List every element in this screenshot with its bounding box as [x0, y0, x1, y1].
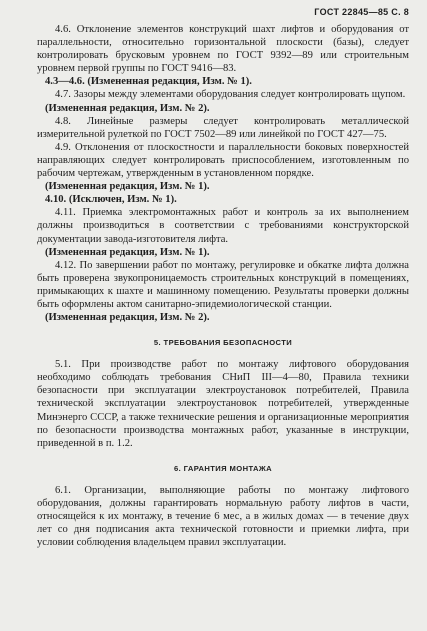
paragraph-4-12: 4.12. По завершении работ по монтажу, регулировке и обкатке лифта должна быть проверена звукопроницаемость строительных конструкций в помещениях, примыкающих к шахте и машинному помещению. Результаты проверки должны быть оформлены актом санитарно-эпидемиологической станции. — [37, 259, 409, 310]
paragraph-6-1: 6.1. Организации, выполняющие работы по монтажу лифтового оборудования, должны гарантировать нормальную работу лифтов в части, относящейся к их монтажу, в течение 6 мес, а в жилых домах — в течение двух лет со дня подписания акта технической готовности и приемки лифта, при условии соблюдения владельцем правил эксплуатации. — [37, 484, 409, 549]
amendment-note: (Измененная редакция, Изм. № 2). — [45, 102, 210, 114]
paragraph-4-6: 4.6. Отклонение элементов конструкций шахт лифтов и оборудования от параллельности, относительно горизонтальной плоскости (базы), следует контролировать брусковым уровнем по ГОСТ 9392—89 или строительным уровнем первой группы по ГОСТ 9416—83. — [37, 24, 409, 75]
section-6-heading: 6. ГАРАНТИЯ МОНТАЖА — [173, 463, 273, 473]
amendment-note: (Измененная редакция, Изм. № 1). — [45, 246, 210, 258]
amendment-note: (Измененная редакция, Изм. № 2). — [45, 312, 210, 324]
paragraph-4-8: 4.8. Линейные размеры следует контролировать металлической измерительной рулеткой по ГОСТ 7502—89 или линейкой по ГОСТ 427—75. — [37, 115, 409, 140]
amendment-note: 4.3—4.6. (Измененная редакция, Изм. № 1). — [45, 76, 252, 88]
amendment-note: (Измененная редакция, Изм. № 1). — [45, 181, 210, 193]
paragraph-4-9: 4.9. Отклонения от плоскостности и параллельности боковых поверхностей направляющих следует контролировать приспособлением, изготовленным по рабочим чертежам, утвержденным в установленном порядке. — [37, 141, 409, 180]
section-5-heading: 5. ТРЕБОВАНИЯ БЕЗОПАСНОСТИ — [153, 338, 293, 348]
paragraph-4-11: 4.11. Приемка электромонтажных работ и контроль за их выполнением должны производиться в соответствии с требованиями конструкторской документации завода-изготовителя лифта. — [37, 207, 409, 245]
paragraph-5-1: 5.1. При производстве работ по монтажу лифтового оборудования необходимо соблюдать требования СНиП III—4—80, Правила техники безопасности при эксплуатации электроустановок потребителей, Правила технической эксплуатации электроустановок потребителей, утвержденные Минэнерго СССР, а также технические решения и организационные мероприятия по безопасности производства монтажных работ, указанные в инструкции, приведенной в п. 1.2. — [37, 359, 409, 449]
page-header: ГОСТ 22845—85 С. 8 — [314, 7, 409, 17]
excluded-note: 4.10. (Исключен, Изм. № 1). — [45, 194, 177, 206]
paragraph-4-7: 4.7. Зазоры между элементами оборудования следует контролировать щупом. — [55, 89, 406, 101]
document-body — [37, 23, 409, 549]
